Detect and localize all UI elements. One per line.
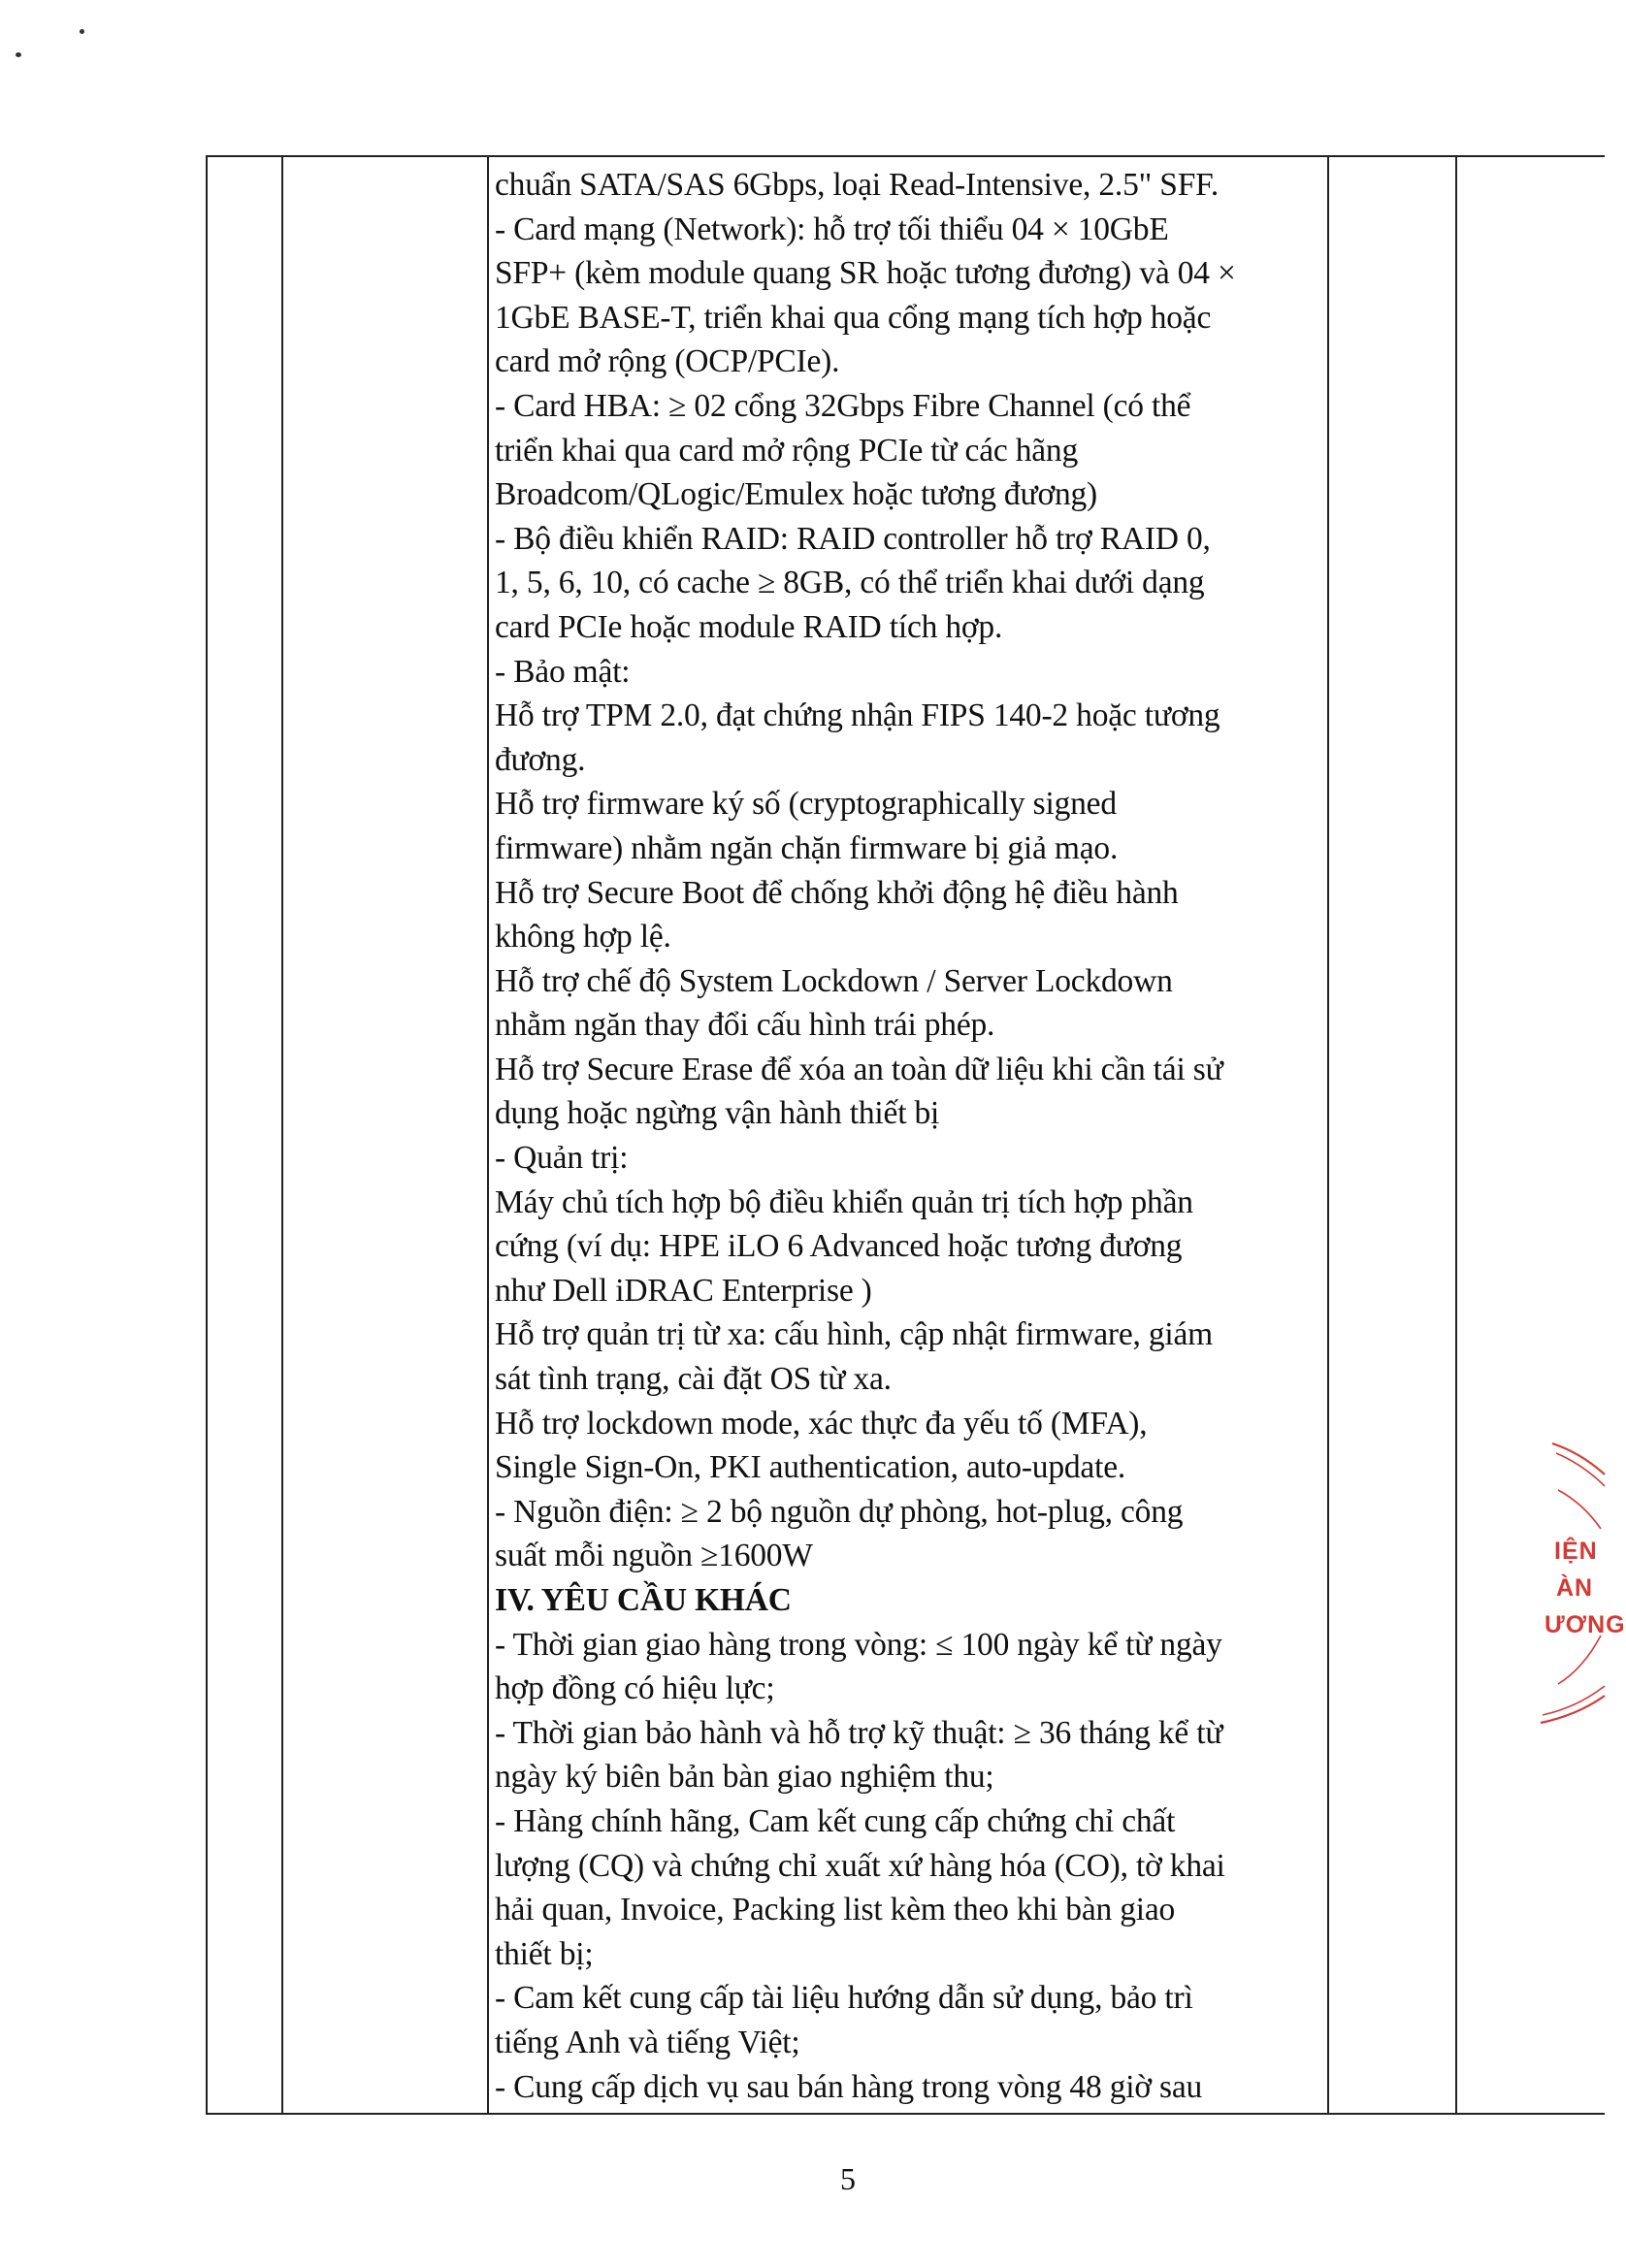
text-line: - Cung cấp dịch vụ sau bán hàng trong vòng 48 giờ sau	[495, 2068, 1203, 2105]
text-line: - Nguồn điện: ≥ 2 bộ nguồn dự phòng, hot-plug, công	[495, 1493, 1184, 1530]
stamp-text-line: ƯƠNG	[1545, 1611, 1626, 1638]
text-line: - Hàng chính hãng, Cam kết cung cấp chứng chỉ chất	[495, 1802, 1176, 1839]
text-line: đương.	[495, 741, 586, 778]
text-line: Hỗ trợ Secure Erase để xóa an toàn dữ liệu khi cần tái sử	[495, 1051, 1223, 1087]
text-line: thiết bị;	[495, 1935, 594, 1972]
text-line: - Bảo mật:	[495, 653, 631, 690]
column-divider	[281, 157, 283, 2113]
text-line: Hỗ trợ lockdown mode, xác thực đa yếu tố (MFA),	[495, 1405, 1148, 1442]
text-line: suất mỗi nguồn ≥1600W	[495, 1538, 813, 1574]
text-line: 1GbE BASE-T, triển khai qua cổng mạng tích hợp hoặc	[495, 299, 1212, 336]
text-line: tiếng Anh và tiếng Việt;	[495, 2024, 800, 2060]
text-line: Broadcom/QLogic/Emulex hoặc tương đương)	[495, 476, 1098, 513]
text-line: Hỗ trợ TPM 2.0, đạt chứng nhận FIPS 140-2 hoặc tương	[495, 697, 1220, 734]
text-line: triển khai qua card mở rộng PCIe từ các hãng	[495, 432, 1079, 469]
red-seal-stamp	[1523, 1436, 1626, 1727]
text-line: 1, 5, 6, 10, có cache ≥ 8GB, có thể triển khai dưới dạng	[495, 565, 1205, 601]
text-line: - Quản trị:	[495, 1140, 629, 1177]
text-line: sát tình trạng, cài đặt OS từ xa.	[495, 1361, 892, 1398]
text-line: ngày ký biên bản bàn giao nghiệm thu;	[495, 1759, 994, 1796]
scan-speck	[80, 29, 84, 34]
text-line: - Card mạng (Network): hỗ trợ tối thiểu 04 × 10GbE	[495, 211, 1169, 247]
text-line: Máy chủ tích hợp bộ điều khiển quản trị tích hợp phần	[495, 1183, 1193, 1220]
text-line: Hỗ trợ quản trị từ xa: cấu hình, cập nhật firmware, giám	[495, 1316, 1214, 1353]
section-heading: IV. YÊU CẦU KHÁC	[495, 1582, 792, 1618]
text-line: dụng hoặc ngừng vận hành thiết bị	[495, 1095, 940, 1132]
text-line: card mở rộng (OCP/PCIe).	[495, 343, 840, 380]
text-line: - Cam kết cung cấp tài liệu hướng dẫn sử dụng, bảo trì	[495, 1980, 1193, 2017]
text-line: card PCIe hoặc module RAID tích hợp.	[495, 608, 1003, 645]
text-line: hải quan, Invoice, Packing list kèm theo khi bàn giao	[495, 1892, 1176, 1928]
text-line: firmware) nhằm ngăn chặn firmware bị giả mạo.	[495, 829, 1119, 866]
stamp-text-line: IỆN	[1554, 1538, 1598, 1565]
scan-artifacts	[8, 19, 105, 78]
text-line: lượng (CQ) và chứng chỉ xuất xứ hàng hóa (CO), tờ khai	[495, 1847, 1225, 1884]
text-line: Hỗ trợ firmware ký số (cryptographically signed	[495, 786, 1117, 823]
text-line: - Thời gian bảo hành và hỗ trợ kỹ thuật: ≥ 36 tháng kể từ	[495, 1714, 1223, 1751]
text-line: - Thời gian giao hàng trong vòng: ≤ 100 ngày kể từ ngày	[495, 1626, 1222, 1663]
column-divider	[487, 157, 489, 2113]
page-number: 5	[840, 2161, 856, 2196]
text-line: nhằm ngăn thay đổi cấu hình trái phép.	[495, 1007, 995, 1044]
text-line: - Card HBA: ≥ 02 cổng 32Gbps Fibre Channel (có thể	[495, 387, 1191, 424]
text-line: - Bộ điều khiển RAID: RAID controller hỗ trợ RAID 0,	[495, 520, 1211, 557]
scan-speck	[16, 52, 21, 57]
requirements-cell	[495, 163, 1329, 2109]
text-line: Hỗ trợ chế độ System Lockdown / Server Lockdown	[495, 962, 1173, 999]
text-line: hợp đồng có hiệu lực;	[495, 1670, 775, 1707]
spec-table	[206, 155, 1605, 2115]
text-line: chuẩn SATA/SAS 6Gbps, loại Read-Intensive, 2.5" SFF.	[495, 167, 1220, 203]
text-line: SFP+ (kèm module quang SR hoặc tương đương) và 04 ×	[495, 255, 1236, 292]
text-line: như Dell iDRAC Enterprise )	[495, 1272, 872, 1309]
text-line: không hợp lệ.	[495, 919, 671, 956]
text-line: Hỗ trợ Secure Boot để chống khởi động hệ điều hành	[495, 874, 1179, 911]
text-line: cứng (ví dụ: HPE iLO 6 Advanced hoặc tương đương	[495, 1228, 1183, 1265]
column-divider	[1455, 157, 1457, 2113]
stamp-text-line: ÀN	[1556, 1574, 1594, 1602]
text-line: Single Sign-On, PKI authentication, auto-update.	[495, 1449, 1126, 1486]
table-border-left	[206, 157, 208, 2113]
